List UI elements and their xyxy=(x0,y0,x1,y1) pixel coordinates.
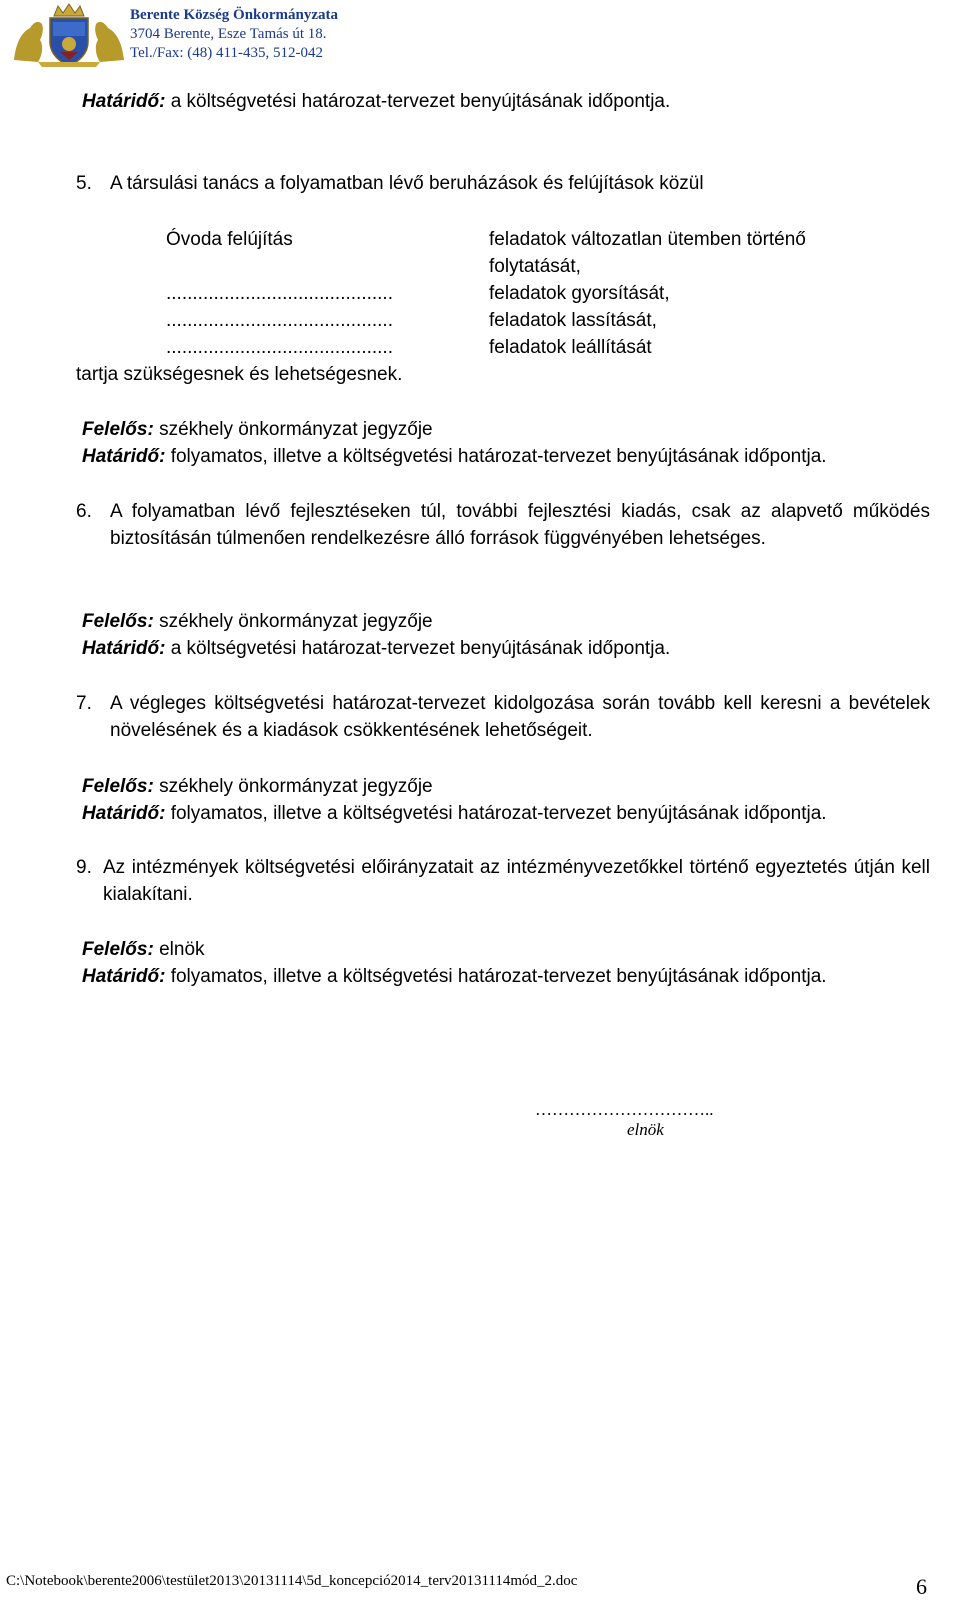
deadline-text: folyamatos, illetve a költségvetési határozat-tervezet benyújtásának időpontja. xyxy=(170,966,827,987)
responsible-value: székhely önkormányzat jegyzője xyxy=(159,611,433,632)
option-right: feladatok változatlan ütemben történő xyxy=(489,229,806,250)
deadline-line xyxy=(82,635,670,662)
deadline-text: folyamatos, illetve a költségvetési határozat-tervezet benyújtásának időpontja. xyxy=(170,803,827,824)
option-right: feladatok gyorsítását, xyxy=(489,283,670,304)
deadline-text: a költségvetési határozat-tervezet benyújtásának időpontja. xyxy=(170,91,671,112)
municipal-crest-logo xyxy=(8,2,130,68)
option-right: folytatását, xyxy=(489,256,581,277)
header-address: 3704 Berente, Esze Tamás út 18. xyxy=(130,26,327,42)
responsible-value: székhely önkormányzat jegyzője xyxy=(159,419,433,440)
option-left-placeholder: ........................................... xyxy=(166,337,393,358)
signature-line: ………………………….. xyxy=(535,1100,714,1119)
item-number: 5. xyxy=(76,173,92,194)
footer-file-path: C:\Notebook\berente2006\testület2013\20131114\5d_koncepció2014_terv20131114mód_2.doc xyxy=(6,1573,578,1589)
responsible-label: Felelős: xyxy=(82,776,154,797)
deadline-line xyxy=(82,800,827,827)
item-number: 6. xyxy=(76,501,92,522)
responsible-label: Felelős: xyxy=(82,939,154,960)
deadline-text: folyamatos, illetve a költségvetési határozat-tervezet benyújtásának időpontja. xyxy=(170,446,827,467)
deadline-label: Határidő: xyxy=(82,803,166,824)
option-left-placeholder: ........................................... xyxy=(166,310,393,331)
deadline-text: a költségvetési határozat-tervezet benyújtásának időpontja. xyxy=(170,638,671,659)
deadline-label: Határidő: xyxy=(82,638,166,659)
item-closing-text: tartja szükségesnek és lehetségesnek. xyxy=(76,364,403,385)
responsible-line xyxy=(82,936,205,963)
deadline-label: Határidő: xyxy=(82,446,166,467)
item-number: 7. xyxy=(76,693,92,714)
item-number: 9. xyxy=(76,857,92,878)
responsible-line xyxy=(82,416,433,443)
responsible-label: Felelős: xyxy=(82,419,154,440)
page-number: 6 xyxy=(916,1574,927,1599)
deadline-line xyxy=(82,963,827,990)
responsible-line xyxy=(82,608,433,635)
item-text: A végleges költségvetési határozat-tervezet kidolgozása során tovább kell keresni a bevételek növelésének és a kiadások csökkentésének lehetőségeit. xyxy=(110,693,930,741)
deadline-label: Határidő: xyxy=(82,966,166,987)
header-phone: Tel./Fax: (48) 411-435, 512-042 xyxy=(130,45,323,61)
item-text: Az intézmények költségvetési előirányzatait az intézményvezetőkkel történő egyeztetés útján kell kialakítani. xyxy=(103,857,930,905)
option-left-placeholder: ........................................... xyxy=(166,283,393,304)
item-text: A társulási tanács a folyamatban lévő beruházások és felújítások közül xyxy=(110,173,704,194)
responsible-value: székhely önkormányzat jegyzője xyxy=(159,776,433,797)
deadline-label: Határidő: xyxy=(82,91,166,112)
item-text: A folyamatban lévő fejlesztéseken túl, további fejlesztési kiadás, csak az alapvető működés biztosításán túlmenően rendelkezésre álló források függvényében lehetséges. xyxy=(110,501,930,549)
top-deadline-line xyxy=(82,88,670,115)
deadline-line xyxy=(82,443,827,470)
responsible-label: Felelős: xyxy=(82,611,154,632)
responsible-line xyxy=(82,773,433,800)
option-right: feladatok leállítását xyxy=(489,337,652,358)
option-left: Óvoda felújítás xyxy=(166,229,293,250)
option-right: feladatok lassítását, xyxy=(489,310,657,331)
header-organization-name: Berente Község Önkormányzata xyxy=(130,7,339,23)
signature-title: elnök xyxy=(627,1120,664,1139)
responsible-value: elnök xyxy=(159,939,205,960)
